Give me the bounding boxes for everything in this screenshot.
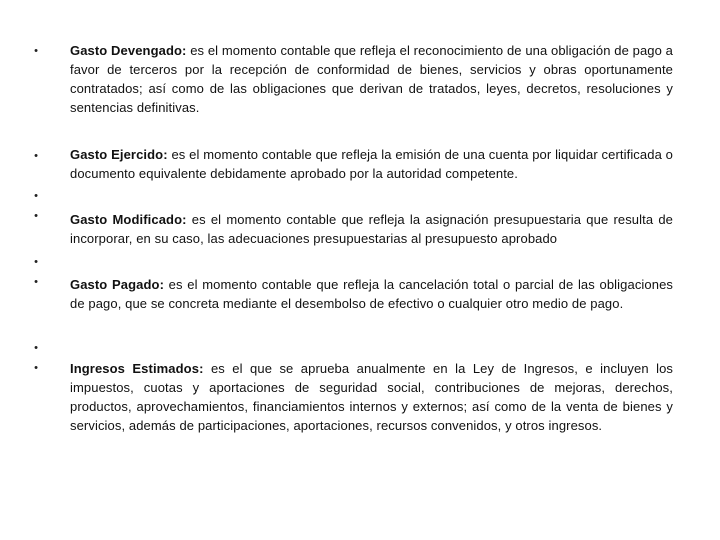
definition-item-gasto-devengado: Gasto Devengado: es el momento contable que refleja el reconocimiento de una obligación de pago a favor de terceros por la recepción de conformidad de bienes, servicios y obras oportunamente contratados; así como de las obligaciones que derivan de tratados, leyes, decretos, resoluciones y sentencias definitivas. <box>70 43 674 115</box>
empty-bullet-icon: • <box>34 256 38 268</box>
bullet-icon: • <box>34 45 38 57</box>
definition-item-gasto-pagado: Gasto Pagado: es el momento contable que refleja la cancelación total o parcial de las obligaciones de pago, que se concreta mediante el desembolso de efectivo o cualquier otro medio de pago. <box>70 277 673 311</box>
term-label: Ingresos Estimados <box>70 361 200 376</box>
definition-item-gasto-ejercido: Gasto Ejercido: es el momento contable que refleja la emisión de una cuenta por liquidar certificada o documento equivalente debidamente aprobado por la autoridad competente. <box>70 147 673 181</box>
bullet-icon: • <box>34 276 38 288</box>
term-label: Gasto Modificado <box>70 212 183 227</box>
definition-text: es el momento contable que refleja la emisión de una cuenta por liquidar certificada o documento equivalente debidamente aprobado por la autoridad competente. <box>70 147 673 181</box>
definition-item-gasto-modificado: Gasto Modificado: es el momento contable que refleja la asignación presupuestaria que resulta de incorporar, en su caso, las adecuaciones presupuestarias al presupuesto aprobado <box>70 212 673 246</box>
empty-bullet-icon: • <box>34 342 38 354</box>
definition-text: es el que se aprueba anualmente en la Ley de Ingresos, e incluyen los impuestos, cuotas y aportaciones de seguridad social, contribuciones de mejoras, derechos, productos, aprovechamientos, financiamientos internos y externos; así como de la venta de bienes y servicios, además de participaciones, aportaciones, recursos convenidos, y otros ingresos. <box>70 361 673 433</box>
definition-text: es el momento contable que refleja la asignación presupuestaria que resulta de incorporar, en su caso, las adecuaciones presupuestarias al presupuesto aprobado <box>70 212 673 246</box>
term-label: Gasto Devengado <box>70 43 183 58</box>
term-label: Gasto Pagado <box>70 277 160 292</box>
bullet-icon: • <box>34 362 38 374</box>
definition-text: es el momento contable que refleja la cancelación total o parcial de las obligaciones de pago, que se concreta mediante el desembolso de efectivo o cualquier otro medio de pago. <box>70 277 673 311</box>
empty-bullet-icon: • <box>34 190 38 202</box>
bullet-icon: • <box>34 210 38 222</box>
bullet-icon: • <box>34 150 38 162</box>
definition-text: es el momento contable que refleja el reconocimiento de una obligación de pago a favor de terceros por la recepción de conformidad de bienes, servicios y obras oportunamente contratados; así como de las obligaciones que derivan de tratados, leyes, decretos, resoluciones y sentencias definitivas. <box>70 43 674 115</box>
term-label: Gasto Ejercido <box>70 147 164 162</box>
definition-item-ingresos-estimados: Ingresos Estimados: es el que se aprueba anualmente en la Ley de Ingresos, e incluyen los impuestos, cuotas y aportaciones de seguridad social, contribuciones de mejoras, derechos, productos, aprovechamientos, financiamientos internos y externos; así como de la venta de bienes y servicios, además de participaciones, aportaciones, recursos convenidos, y otros ingresos. <box>70 361 673 433</box>
